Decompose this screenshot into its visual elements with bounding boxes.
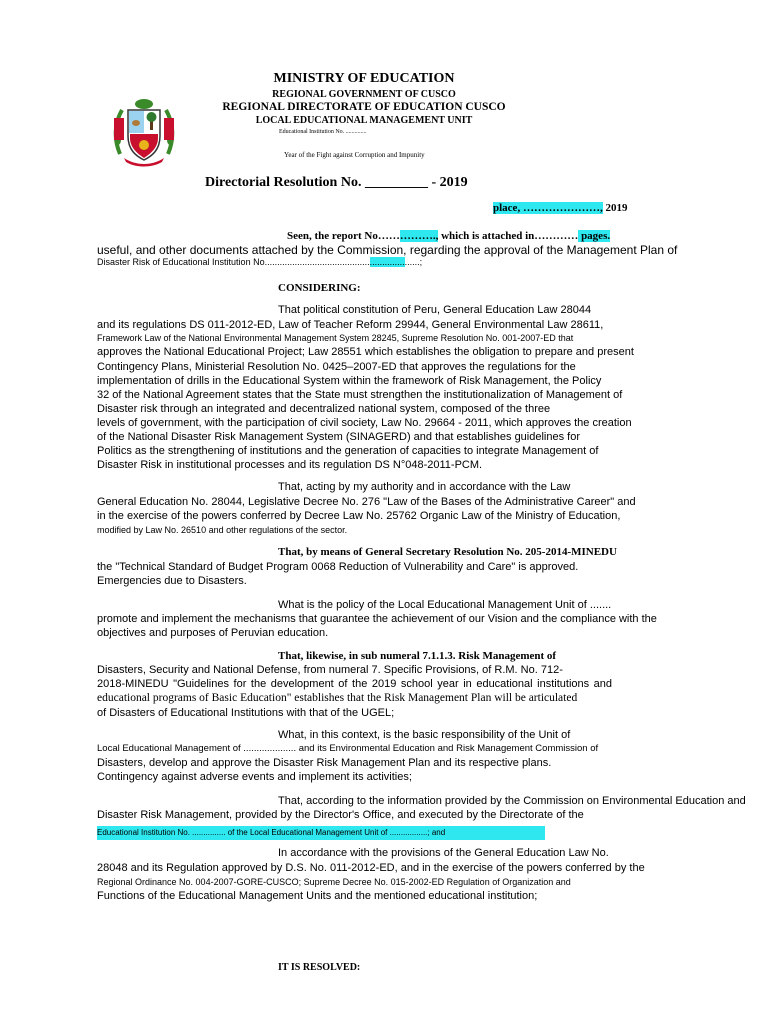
year-motto: Year of the Fight against Corruption and Impunity [284,151,425,159]
paragraph-7-line-1: That, according to the information provided by the Commission on Environmental Education and [278,795,746,807]
institution-number: Educational Institution No. .............. [279,129,367,135]
paragraph-1-line-12: Disaster Risk in institutional processes and its regulation DS N°048-2011-PCM. [97,459,483,471]
paragraph-6-line-3: Disasters, develop and approve the Disaster Risk Management Plan and its respective plans. [97,757,552,769]
considering-heading: CONSIDERING: [278,282,361,294]
paragraph-6-line-1: What, in this context, is the basic responsibility of the Unit of [278,729,571,741]
paragraph-1-line-11: Politics as the strengthening of institutions and the generation of capacities to integrate Management of [97,445,599,457]
paragraph-2-line-1: That, acting by my authority and in accordance with the Law [278,481,571,493]
paragraph-5-line-2: Disasters, Security and National Defense, from numeral 7. Specific Provisions, of R.M. No. 712- [97,664,563,676]
paragraph-4-line-2: promote and implement the mechanisms that guarantee the achievement of our Vision and the compliance with the [97,613,657,625]
paragraph-5-line-3: 2018-MINEDU "Guidelines for the development of the 2019 school year in educational institutions and [97,678,613,690]
paragraph-2-line-3: in the exercise of the powers conferred by Decree Law No. 25762 Organic Law of the Ministry of Education, [97,510,621,522]
paragraph-1-line-8: Disaster risk through an integrated and decentralized national system, composed of the three [97,403,551,415]
paragraph-1-line-3: Framework Law of the National Environmental Management System 28245, Supreme Resolution No. 001-2007-ED that [97,333,574,343]
paragraph-5-line-1: That, likewise, in sub numeral 7.1.1.3. Risk Management of [278,650,557,662]
seen-line [287,230,610,242]
date-year: 2019 [605,202,628,214]
paragraph-1-line-10: of the National Disaster Risk Management System (SINAGERD) and that establishes guidelines for [97,431,580,443]
paragraph-1-line-9: levels of government, with the participation of civil society, Law No. 29664 - 2011, which approves the creation [97,417,632,429]
resolution-title [205,175,468,191]
coat-of-arms-emblem [110,96,178,168]
seen-institution-highlight: .............. [369,257,405,267]
paragraph-7-line-2: Disaster Risk Management, provided by the Director's Office, and executed by the Directorate of the [97,809,584,821]
paragraph-8-line-3: Regional Ordinance No. 004-2007-GORE-CUSCO; Supreme Decree No. 015-2002-ED Regulation of Organization and [97,877,571,887]
paragraph-2-line-2: General Education No. 28044, Legislative Decree No. 276 "Law of the Bases of the Administrative Career" and [97,496,636,508]
paragraph-6-line-4: Contingency against adverse events and implement its activities; [97,771,412,783]
seen-institution: Disaster Risk of Educational Institution No.......................................... [97,257,370,267]
resolution-year: - 2019 [431,175,468,190]
paragraph-2-line-4: modified by Law No. 26510 and other regulations of the sector. [97,525,348,535]
paragraph-4-line-1: What is the policy of the Local Educational Management Unit of ....... [278,599,612,611]
seen-line-2: useful, and other documents attached by the Commission, regarding the approval of the Management Plan of [97,243,678,257]
place-field: place, …………………, [493,202,603,214]
paragraph-1-line-1: That political constitution of Peru, General Education Law 28044 [278,304,592,316]
seen-institution-end: ......; [404,257,423,267]
paragraph-6-line-2: Local Educational Management of .................... and its Environmental Education and Risk Management Commission of [97,743,599,754]
institution-highlight: Educational Institution No. ............... of the Local Educational Management Unit of .................; and [97,826,545,840]
seen-highlight: ………., [399,230,439,242]
paragraph-4-line-3: objectives and purposes of Peruvian education. [97,627,329,639]
ministry-title: MINISTRY OF EDUCATION [273,71,455,86]
seen-text-2: which is attached in………… [438,230,579,242]
paragraph-1-line-4: approves the National Educational Project; Law 28551 which establishes the obligation to prepare and present [97,346,634,358]
place-date [493,202,627,214]
paragraph-1-line-5: Contingency Plans, Ministerial Resolution No. 0425–2007-ED that approves the regulations for the [97,361,576,373]
resolution-prefix: Directorial Resolution No. [205,175,362,190]
seen-text: Seen, the report No…… [287,230,400,242]
paragraph-3-line-1: That, by means of General Secretary Resolution No. 205-2014-MINEDU [278,546,617,558]
resolution-number-blank: _________ [364,175,428,190]
paragraph-8-line-1: In accordance with the provisions of the General Education Law No. [278,847,609,859]
paragraph-8-line-4: Functions of the Educational Management Units and the mentioned educational institution; [97,890,538,902]
regional-directorate: REGIONAL DIRECTORATE OF EDUCATION CUSCO [222,101,506,113]
paragraph-5-line-4: educational programs of Basic Education" establishes that the Risk Management Plan will be articulated [97,692,578,704]
paragraph-1-line-7: 32 of the National Agreement states that the State must strengthen the institutionalization of Management of [97,389,623,401]
seen-line-3 [97,257,422,267]
paragraph-1-line-6: implementation of drills in the Educational System within the framework of Risk Management, the Policy [97,375,602,387]
regional-government: REGIONAL GOVERNMENT OF CUSCO [272,89,456,100]
paragraph-7-line-3 [97,822,545,836]
paragraph-3-line-3: Emergencies due to Disasters. [97,575,247,587]
paragraph-1-line-2: and its regulations DS 011-2012-ED, Law of Teacher Reform 29944, General Environmental Law 28611, [97,319,604,331]
paragraph-5-line-5: of Disasters of Educational Institutions with that of the UGEL; [97,707,395,719]
resolved-heading: IT IS RESOLVED: [278,962,361,973]
paragraph-3-line-2: the "Technical Standard of Budget Program 0068 Reduction of Vulnerability and Care" is approved. [97,561,579,573]
management-unit: LOCAL EDUCATIONAL MANAGEMENT UNIT [255,115,473,126]
paragraph-8-line-2: 28048 and its Regulation approved by D.S. No. 011-2012-ED, and in the exercise of the powers conferred by the [97,862,645,874]
seen-pages-highlight: pages. [578,230,611,242]
